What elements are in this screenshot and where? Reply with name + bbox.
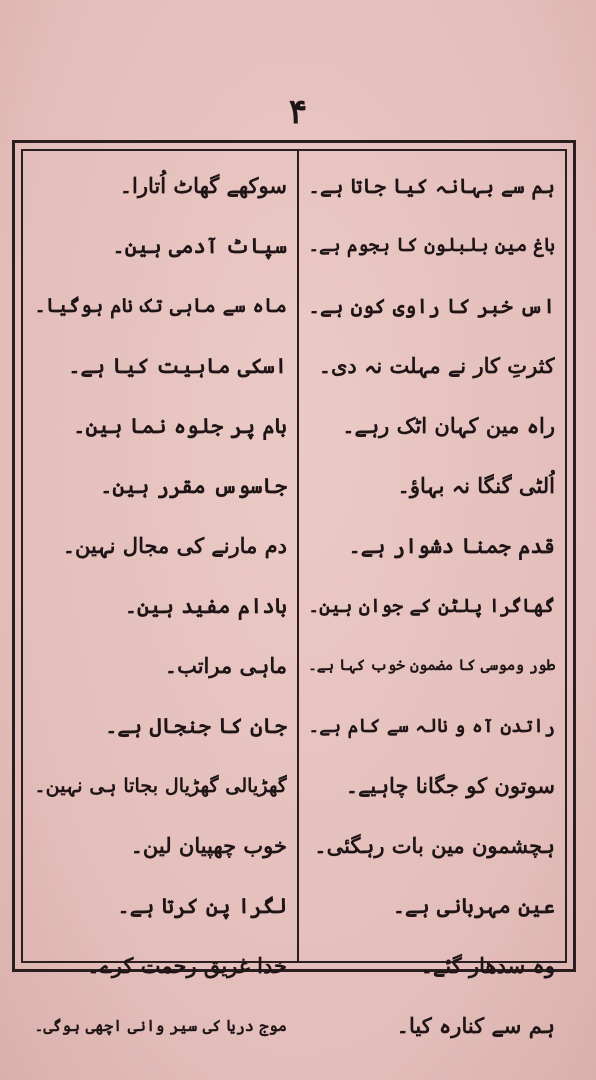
- sentence-line: بام پر جلوہ نما ہین۔: [73, 413, 287, 438]
- sentence-line: اُلٹی گنگا نہ بہاؤ۔: [397, 473, 555, 498]
- sentence-line: عین مہربانی ہے۔: [392, 893, 555, 918]
- sentence-line: جان کا جنجال ہے۔: [105, 713, 287, 738]
- sentence-line: موج دریا کی سیر وانی اچھی ہوگی۔: [34, 1016, 287, 1035]
- sentence-line: ہم سے کنارہ کیا۔: [396, 1013, 555, 1038]
- sentence-line: سوتون کو جگانا چاہیے۔: [345, 773, 555, 798]
- sentence-line: جاسوس مقرر ہین۔: [100, 473, 287, 498]
- right-column: [303, 161, 555, 1061]
- column-divider: [297, 151, 299, 961]
- page-number: ۴: [288, 92, 308, 132]
- sentence-line: خدا غریق رحمت کرے۔: [87, 953, 287, 978]
- sentence-line: بادام مفید ہین۔: [124, 593, 287, 618]
- sentence-line: کثرتِ کار نے مہلت نہ دی۔: [318, 353, 555, 378]
- sentence-line: گھڑیالی گھڑیال بجاتا ہی نہین۔: [34, 774, 287, 797]
- sentence-line: راہ مین کہان اٹک رہے۔: [342, 413, 555, 438]
- left-column: [29, 161, 287, 1061]
- sentence-line: اسکی ماہیت کیا ہے۔: [68, 353, 287, 378]
- sentence-line: ہچشمون مین بات رہگئی۔: [314, 833, 555, 858]
- sentence-line: خوب چھپیان لین۔: [130, 833, 287, 858]
- sentence-line: باغ مین بلبلون کا ہجوم ہے۔: [308, 235, 555, 256]
- sentence-line: طور وموسی کا مضمون خوب کہا ہے۔: [308, 657, 555, 674]
- sentence-line: سپاٹ آدمی ہین۔: [112, 233, 287, 258]
- sentence-line: ماہی مراتب۔: [164, 653, 287, 678]
- sentence-line: قدم جمنا دشوار ہے۔: [348, 533, 555, 558]
- sentence-line: گھاگرا پلٹن کے جوان ہین۔: [308, 595, 555, 617]
- sentence-line: سوکھے گھاٹ اُتارا۔: [119, 173, 287, 198]
- sentence-line: وہ سدھار گئے۔: [420, 953, 555, 978]
- sentence-line: لگرا پن کرتا ہے۔: [117, 893, 287, 918]
- text-frame: [12, 140, 576, 1038]
- sentence-line: ہم سے بہانہ کیا جاتا ہے۔: [308, 174, 555, 198]
- sentence-line: اس خبر کا راوی کون ہے۔: [308, 294, 555, 318]
- sentence-line: راتدن آہ و نالہ سے کام ہے۔: [308, 715, 555, 737]
- sentence-line: ماہ سے ماہی تک نام ہوگیا۔: [34, 294, 287, 317]
- sentence-line: دم مارنے کی مجال نہین۔: [62, 533, 287, 558]
